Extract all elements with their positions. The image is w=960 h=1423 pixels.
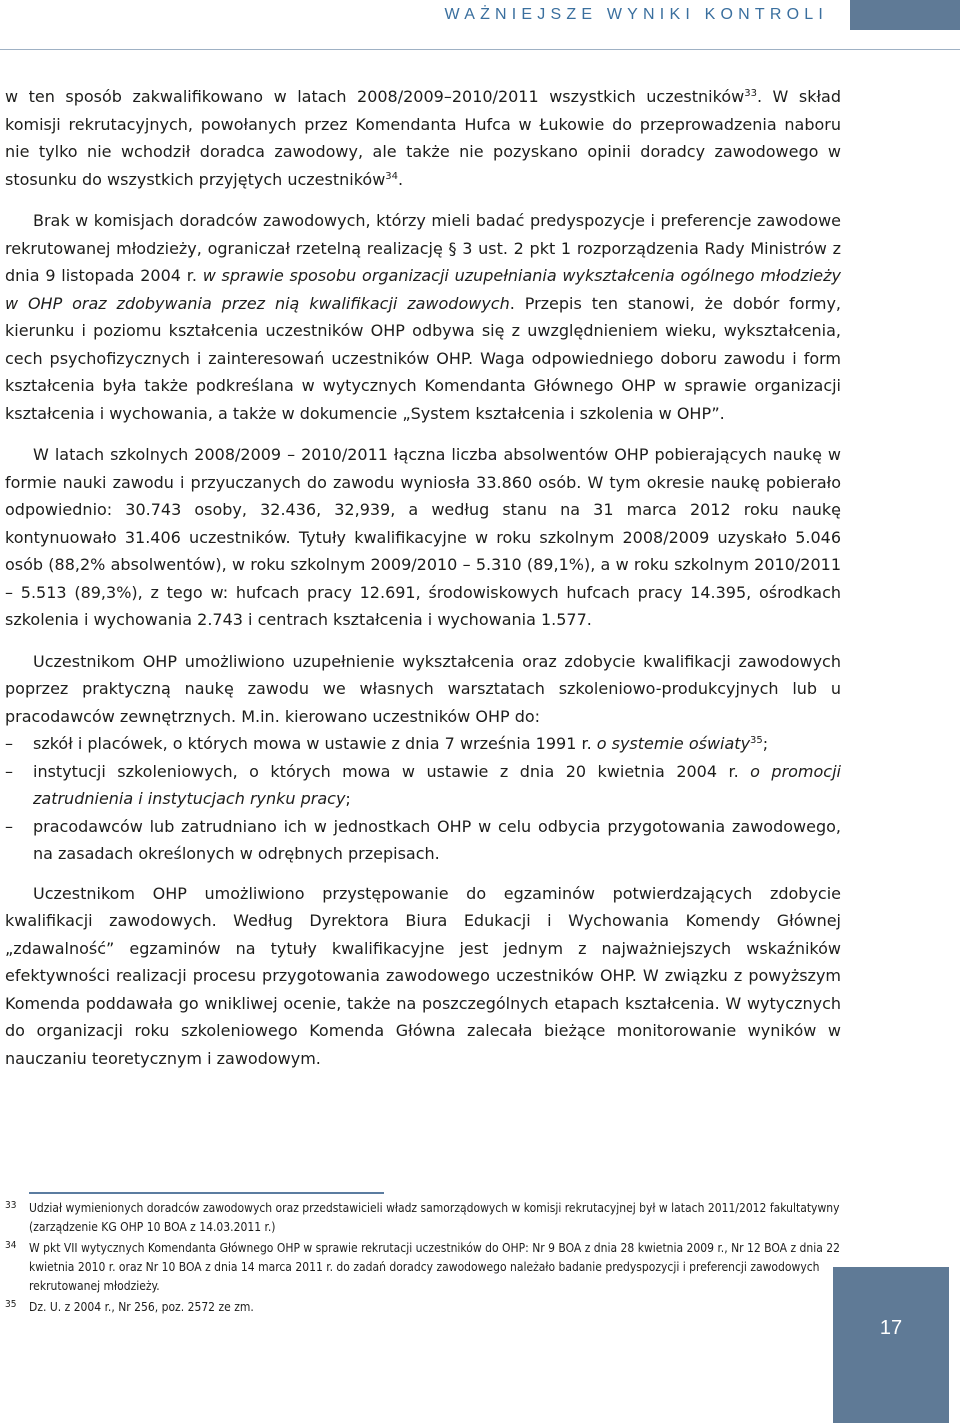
paragraph: [5, 207, 841, 427]
main-text: [5, 83, 841, 1086]
text-run: pracodawców lub zatrudniano ich w jednostkach OHP w celu odbycia przygotowania zawodowego, na zasadach określonych w odrębnych przepisach.: [33, 816, 841, 863]
footnote-ref-33[interactable]: 33: [744, 88, 757, 99]
dash-bullet: –: [5, 816, 13, 836]
text-run: ;: [762, 734, 769, 753]
text-run: szkół i placówek, o których mowa w ustawie z dnia 7 września 1991 r.: [33, 734, 597, 753]
regulation-title: w sprawie sposobu organizacji uzupełniania wykształcenia ogólnego młodzieży w OHP oraz zdobywania przez nią kwalifikacji zawodowych: [5, 266, 842, 313]
text-run: .: [398, 169, 404, 189]
page-number-box: [833, 1267, 949, 1423]
text-run: . Przepis ten stanowi, że dobór formy, kierunku i poziomu kształcenia uczestników OHP odbywa się z uwzględnieniem wieku, wykształcenia, cech psychofizycznych i zainteresowań uczestników OHP. Waga odpowiedniego doboru zawodu i form kształcenia była także podkreślana w wytycznych Komendanta Głównego OHP w sprawie organizacji kształcenia i wychowania, a także w dokumencie „System kształcenia i szkolenia w OHP”.: [5, 293, 842, 423]
dash-bullet: –: [5, 734, 13, 753]
dash-list: [5, 730, 841, 868]
text-run: . W skład komisji rekrutacyjnych, powołanych przez Komendanta Hufca w Łukowie do przeprowadzenia naboru nie tylko nie wchodził doradca zawodowy, ale także nie pozyskano opinii doradcy zawodowego w stosunku do wszystkich przyjętych uczestników: [5, 87, 841, 189]
paragraph: Uczestnikom OHP umożliwiono przystępowanie do egzaminów potwierdzających zdobycie kwalifikacji zawodowych. Według Dyrektora Biura Edukacji i Wychowania Komendy Głównej „zdawalność” egzaminów na tytuły kwalifikacyjne jest jednym z najważniejszych wskaźników efektywności realizacji procesu przygotowania zawodowego uczestników OHP. W związku z powyższym Komenda poddawała go wnikliwej ocenie, także na poszczególnych etapach kształcenia. W wytycznych do organizacji roku szkoleniowego Komenda Główna zalecała bieżące monitorowanie wyników w nauczaniu teoretycznym i zawodowym.: [5, 883, 841, 1068]
footnote-33: [5, 1199, 841, 1237]
paragraph: Uczestnikom OHP umożliwiono uzupełnienie wykształcenia oraz zdobycie kwalifikacji zawodowych poprzez praktyczną naukę zawodu we własnych warsztatach szkoleniowo-produkcyjnych lub u pracodawców zewnętrznych. M.in. kierowano uczestników OHP do:: [5, 651, 841, 726]
footnote-34: [5, 1239, 841, 1296]
text-run: ;: [345, 789, 351, 808]
footnote-35: [5, 1298, 841, 1317]
footnote-number: 33: [5, 1200, 17, 1211]
footnote-ref-35[interactable]: 35: [750, 735, 763, 746]
list-item: [5, 730, 841, 758]
header-divider: [0, 49, 960, 50]
paragraph: [5, 83, 841, 193]
footnote-text: Udział wymienionych doradców zawodowych oraz przedstawicieli władz samorządowych w komisji rekrutacyjnej był w latach 2011/2012 fakultatywny (zarządzenie KG OHP 10 BOA z 14.03.2011 r.): [29, 1201, 840, 1234]
text-run: Brak w komisjach doradców zawodowych, którzy mieli badać predyspozycje i preferencje zawodowe rekrutowanej młodzieży, ograniczał rzetelną realizację § 3 ust. 2 pkt 1 rozporządzenia Rady Ministrów z dnia 9 listopada 2004 r.: [5, 211, 841, 285]
footnotes: [5, 1199, 841, 1319]
header-accent-box: [850, 0, 960, 30]
act-title: o promocji zatrudnienia i instytucjach rynku pracy: [33, 761, 841, 808]
page-number: 17: [879, 1317, 903, 1339]
list-item: [5, 758, 841, 813]
footnote-number: 34: [5, 1240, 17, 1251]
act-title: o systemie oświaty: [596, 734, 751, 753]
paragraph: W latach szkolnych 2008/2009 – 2010/2011 łączna liczba absolwentów OHP pobierających naukę w formie nauki zawodu i przyuczanych do zawodu wyniosła 33.860 osób. W tym okresie naukę pobierało odpowiednio: 30.743 osoby, 32.436, 32,939, a według stanu na 31 marca 2012 roku naukę kontynuowało 31.406 uczestników. Tytuły kwalifikacyjne w roku szkolnym 2008/2009 uzyskało 5.046 osób (88,2% absolwentów), w roku szkolnym 2009/2010 – 5.310 (89,1%), a w roku szkolnym 2010/2011 – 5.513 (89,3%), z tego w: hufcach pracy 12.691, środowiskowych hufcach pracy 14.395, ośrodkach szkolenia i wychowania 2.743 i centrach kształcenia i wychowania 1.577.: [5, 445, 841, 629]
text-run: instytucji szkoleniowych, o których mowa w ustawie z dnia 20 kwietnia 2004 r.: [33, 761, 751, 781]
running-header: WAŻNIEJSZE WYNIKI KONTROLI: [444, 6, 828, 23]
footnote-number: 35: [5, 1299, 17, 1310]
text-run: w ten sposób zakwalifikowano w latach 2008/2009–2010/2011 wszystkich uczestników: [5, 87, 745, 106]
footnote-text: Dz. U. z 2004 r., Nr 256, poz. 2572 ze zm.: [29, 1300, 254, 1314]
footnote-ref-34[interactable]: 34: [385, 170, 399, 182]
list-item: [5, 813, 841, 868]
dash-bullet: –: [5, 761, 13, 781]
footnote-text: W pkt VII wytycznych Komendanta Głównego OHP w sprawie rekrutacji uczestników do OHP: Nr 9 BOA z dnia 28 kwietnia 2009 r., Nr 12 BOA z dnia 22 kwietnia 2010 r. oraz Nr 10 BOA z dnia 14 marca 2011 r. do zadań doradcy zawodowego należało badanie predyspozycji i preferencji zawodowych rekrutowanej młodzieży.: [29, 1241, 841, 1293]
footnote-divider: [29, 1192, 384, 1194]
